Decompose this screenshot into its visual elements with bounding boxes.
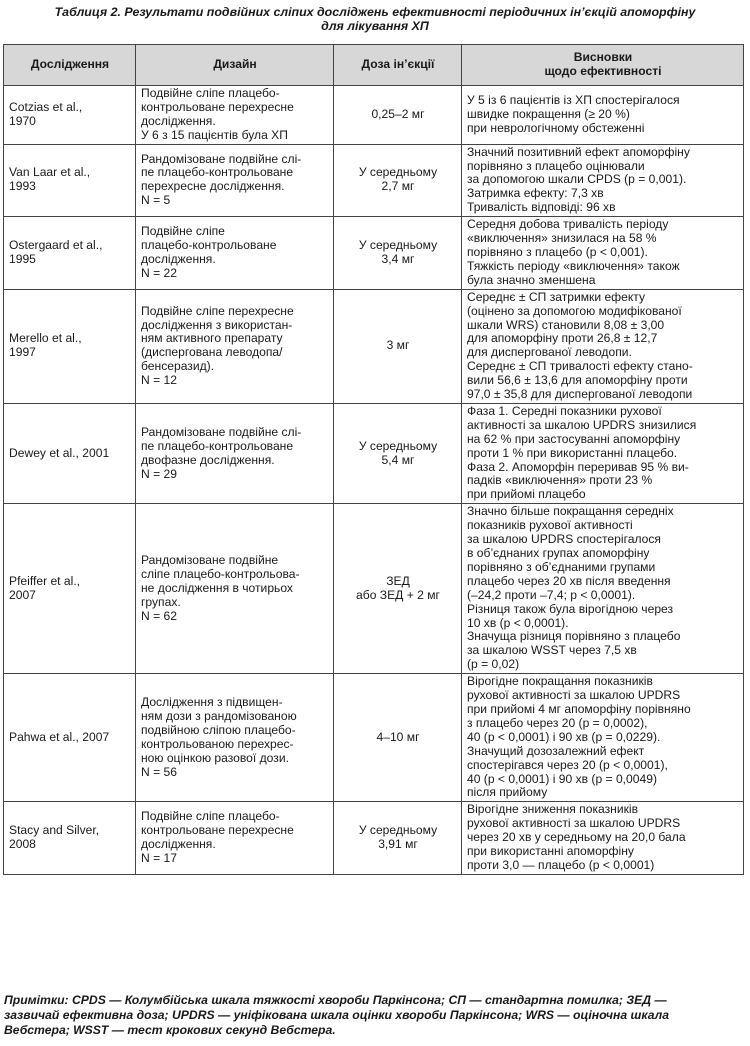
conclusions-cell-line: Значущий дозозалежний ефект <box>467 743 645 758</box>
conclusions-cell-line: Тяжкість періоду «виключення» також <box>467 258 680 273</box>
conclusions-cell-line: Значний позитивний ефект апоморфіну <box>467 144 690 159</box>
design-cell-line: сліпе плацебо-контрольова- <box>141 566 300 581</box>
dose-cell <box>334 86 462 145</box>
design-cell-line: N = 12 <box>141 373 177 388</box>
conclusions-cell-line: Середня добова тривалість періоду <box>467 217 669 232</box>
conclusions-cell-line: Середнє ± СП тривалості ефекту стано- <box>467 359 693 374</box>
design-cell <box>136 674 334 802</box>
table-row <box>4 217 744 290</box>
conclusions-cell-line: при прийомі 4 мг апоморфіну порівняно <box>467 701 691 716</box>
dose-cell-line: 2,7 мг <box>381 179 415 194</box>
design-cell-line: ням дози з рандомізованою <box>141 708 297 723</box>
conclusions-cell-line: спостерігався через 20 (p < 0,0001), <box>467 757 668 772</box>
study-cell-line: 2007 <box>9 587 36 602</box>
conclusions-cell-line: 10 хв (p < 0,0001). <box>467 615 569 630</box>
design-cell-line: Подвійне сліпе перехресне <box>141 303 294 318</box>
conclusions-cell-line: за шкалою UPDRS спостерігалося <box>467 532 661 547</box>
dose-cell-line: 5,4 мг <box>381 452 415 467</box>
conclusions-cell-line: при неврологічному обстеженні <box>467 120 645 135</box>
conclusions-cell-line: «виключення» знизилася на 58 % <box>467 231 657 246</box>
table-row <box>4 802 744 875</box>
design-cell-line: перехресне дослідження. <box>141 179 285 194</box>
study-cell-line: Merello et al., <box>9 331 82 346</box>
caption-line: Таблиця 2. Результати подвійних сліпих досліджень ефективності періодичних ін’єкцій апоморфіну <box>54 5 696 19</box>
notes-line: Вебстера; WSST — тест крокових секунд Вебстера. <box>4 1023 336 1037</box>
conclusions-cell <box>462 802 744 875</box>
conclusions-cell-line: активності за шкалою UPDRS знизилися <box>467 417 697 432</box>
conclusions-cell <box>462 289 744 403</box>
design-cell-line: не дослідження в чотирьох <box>141 580 293 595</box>
conclusions-cell-line: швидке покращення (≥ 20 %) <box>467 106 630 121</box>
study-cell-line: Ostergaard et al., <box>9 238 103 253</box>
conclusions-cell-line: рухової активності за шкалою UPDRS <box>467 688 681 703</box>
design-cell-line: ною оцінкою разової дози. <box>141 750 289 765</box>
study-cell <box>4 802 136 875</box>
study-cell-line: 1993 <box>9 179 36 194</box>
design-cell-line: N = 5 <box>141 193 171 208</box>
conclusions-cell-line: на 62 % при застосуванні апоморфіну <box>467 431 681 446</box>
study-cell-line: Pfeiffer et al., <box>9 573 81 588</box>
conclusions-cell-line: (–24,2 проти –7,4; p < 0,0001). <box>467 587 636 602</box>
notes-line: Примітки: CPDS — Колумбійська шкала тяжкості хвороби Паркінсона; СП — стандартна помилка; ЗЕД — <box>4 993 667 1007</box>
table-row <box>4 403 744 503</box>
conclusions-cell-line: в об’єднаних групах апоморфіну <box>467 546 650 560</box>
design-cell-line: Дослідження з підвищен- <box>141 695 283 710</box>
design-cell <box>136 289 334 403</box>
design-cell-line: дослідження з використан- <box>141 317 293 332</box>
design-cell-line: двофазне дослідження. <box>141 452 275 467</box>
conclusions-cell <box>462 86 744 145</box>
conclusions-cell-line: (оцінено за допомогою модифікованої <box>467 303 682 318</box>
header-study: Дослідження <box>4 45 136 86</box>
design-cell-line: Подвійне сліпе плацебо- <box>141 86 280 100</box>
design-cell-line: групах. <box>141 594 181 609</box>
dose-cell-line: У середньому <box>358 823 438 838</box>
table-row <box>4 674 744 802</box>
conclusions-cell-line: рухової активності за шкалою UPDRS <box>467 816 681 831</box>
conclusions-cell <box>462 674 744 802</box>
design-cell-line: бенсеразид). <box>141 359 215 374</box>
design-cell <box>136 144 334 217</box>
conclusions-cell-line: У 5 із 6 пацієнтів із ХП спостерігалося <box>467 92 680 107</box>
header-dose: Доза ін’єкції <box>334 45 462 86</box>
study-cell <box>4 144 136 217</box>
study-cell <box>4 217 136 290</box>
study-cell-line: Dewey et al., 2001 <box>9 445 110 460</box>
conclusions-cell-line: Значуща різниця порівняно з плацебо <box>467 629 681 644</box>
study-cell-line: 2008 <box>9 837 36 852</box>
dose-cell <box>334 504 462 674</box>
dose-cell <box>334 403 462 503</box>
header-conclusions-line: щодо ефективності <box>544 64 662 78</box>
design-cell-line: контрольоване перехресне <box>141 99 294 114</box>
design-cell-line: дослідження. <box>141 837 216 852</box>
conclusions-cell-line: Різниця також була вірогідною через <box>467 601 674 616</box>
design-cell-line: дослідження. <box>141 251 216 266</box>
study-cell-line: Cotzias et al., <box>9 99 83 114</box>
conclusions-cell <box>462 403 744 503</box>
design-cell-line: Рандомізоване подвійне слі- <box>141 424 302 439</box>
design-cell-line: плацебо-контрольоване <box>141 238 277 253</box>
conclusions-cell-line: 97,0 ± 35,8 для диспергованої леводопи <box>467 387 693 402</box>
caption-line: для лікування ХП <box>321 19 429 33</box>
design-cell-line: Рандомізоване подвійне <box>141 552 279 567</box>
design-cell <box>136 403 334 503</box>
conclusions-cell <box>462 144 744 217</box>
design-cell-line: контрольоване перехресне <box>141 823 294 838</box>
dose-cell-line: 3 мг <box>386 338 410 353</box>
study-cell <box>4 289 136 403</box>
design-cell-line: (диспергована леводопа/ <box>141 345 283 360</box>
study-cell <box>4 86 136 145</box>
conclusions-cell-line: для апоморфіну проти 26,8 ± 12,7 <box>467 331 658 346</box>
study-cell-line: 1970 <box>9 113 36 128</box>
design-cell-line: N = 22 <box>141 265 177 280</box>
design-cell-line: N = 17 <box>141 850 177 865</box>
conclusions-cell-line: вили 56,6 ± 13,6 для апоморфіну проти <box>467 373 688 388</box>
conclusions-cell-line: (p = 0,02) <box>467 657 520 672</box>
study-cell-line: Stacy and Silver, <box>9 823 100 838</box>
conclusions-cell-line: 40 (p < 0,0001) і 90 хв (p = 0,0049) <box>467 771 657 786</box>
study-cell <box>4 403 136 503</box>
dose-cell <box>334 289 462 403</box>
dose-cell-line: 0,25–2 мг <box>371 106 425 121</box>
dose-cell <box>334 144 462 217</box>
conclusions-cell-line: Фаза 1. Середні показники рухової <box>467 403 662 418</box>
study-cell-line: 1995 <box>9 251 36 266</box>
conclusions-cell-line: Вірогідне покращання показників <box>467 674 653 689</box>
dose-cell-line: У середньому <box>358 165 438 180</box>
table-header-row <box>4 45 744 86</box>
conclusions-cell-line: 40 (p < 0,0001) і 90 хв (p = 0,0229). <box>467 729 661 744</box>
dose-cell <box>334 674 462 802</box>
design-cell <box>136 217 334 290</box>
table-row <box>4 86 744 145</box>
design-cell-line: контрольованою перехрес- <box>141 736 294 751</box>
design-cell-line: Подвійне сліпе плацебо- <box>141 809 280 824</box>
dose-cell <box>334 217 462 290</box>
table-row <box>4 289 744 403</box>
dose-cell-line: У середньому <box>358 238 438 253</box>
table-row <box>4 144 744 217</box>
table-row <box>4 504 744 674</box>
conclusions-cell-line: порівняно з плацебо (p < 0,001). <box>467 244 648 259</box>
dose-cell-line: 4–10 мг <box>376 729 420 744</box>
conclusions-cell-line: Значно більше покращання середніх <box>467 504 674 519</box>
dose-cell <box>334 802 462 875</box>
conclusions-cell-line: порівняно з об’єднаними групами <box>467 559 656 574</box>
dose-cell-line: 3,91 мг <box>378 837 418 852</box>
notes-line: зазвичай ефективна доза; UPDRS — уніфікована шкала оцінки хвороби Паркінсона; WRS — оціночна шкала <box>4 1008 669 1022</box>
conclusions-cell-line: шкали WRS) становили 8,08 ± 3,00 <box>467 317 665 332</box>
design-cell <box>136 802 334 875</box>
design-cell-line: Подвійне сліпе <box>141 224 225 239</box>
design-cell-line: У 6 з 15 пацієнтів була ХП <box>141 127 288 142</box>
conclusions-cell-line: за шкалою WSST через 7,5 хв <box>467 643 637 658</box>
conclusions-cell-line: Середнє ± СП затримки ефекту <box>467 289 645 304</box>
design-cell-line: N = 62 <box>141 608 177 623</box>
conclusions-cell-line: Затримка ефекту: 7,3 хв <box>467 186 604 201</box>
study-cell-line: Pahwa et al., 2007 <box>9 729 110 744</box>
conclusions-cell-line: проти 1 % при використанні плацебо. <box>467 445 678 460</box>
conclusions-cell-line: показників рухової активності <box>467 518 633 533</box>
header-design: Дизайн <box>136 45 334 86</box>
study-cell <box>4 674 136 802</box>
dose-cell-line: ЗЕД <box>386 573 410 588</box>
conclusions-cell-line: при використанні апоморфіну <box>467 844 634 859</box>
conclusions-cell-line: через 20 хв у середньому на 20,0 бала <box>467 830 686 845</box>
dose-cell-line: У середньому <box>358 438 438 453</box>
header-conclusions-line: Висновки <box>573 50 633 65</box>
conclusions-cell <box>462 504 744 674</box>
design-cell-line: Рандомізоване подвійне слі- <box>141 151 302 166</box>
conclusions-cell-line: була значно зменшена <box>467 272 596 287</box>
conclusions-cell-line: після прийому <box>467 785 548 800</box>
design-cell-line: пе плацебо-контрольоване <box>141 438 294 453</box>
design-cell-line: пе плацебо-контрольоване <box>141 165 294 180</box>
design-cell-line: ням активного препарату <box>141 331 283 346</box>
conclusions-cell-line: проти 3,0 — плацебо (p < 0,0001) <box>467 857 655 872</box>
conclusions-cell-line: з плацебо через 20 (p = 0,0002), <box>467 715 648 730</box>
design-cell-line: N = 29 <box>141 466 177 481</box>
table-notes <box>4 993 746 1038</box>
study-cell <box>4 504 136 674</box>
header-conclusions <box>462 45 744 86</box>
dose-cell-line: 3,4 мг <box>381 251 415 266</box>
design-cell-line: дослідження. <box>141 113 216 128</box>
conclusions-cell-line: для диспергованої леводопи. <box>467 345 632 360</box>
design-cell-line: N = 56 <box>141 764 177 779</box>
conclusions-cell-line: за допомогою шкали CPDS (p = 0,001). <box>467 172 687 187</box>
design-cell <box>136 504 334 674</box>
conclusions-cell-line: Вірогідне зниження показників <box>467 802 638 817</box>
dose-cell-line: або ЗЕД + 2 мг <box>356 587 440 602</box>
conclusions-cell <box>462 217 744 290</box>
design-cell <box>136 86 334 145</box>
conclusions-cell-line: порівняно з плацебо оцінювали <box>467 158 645 173</box>
results-table <box>3 44 744 875</box>
study-cell-line: 1997 <box>9 345 36 360</box>
conclusions-cell-line: при прийомі плацебо <box>467 487 586 502</box>
design-cell-line: подвійною сліпою плацебо- <box>141 722 296 737</box>
conclusions-cell-line: падків «виключення» проти 23 % <box>467 473 653 488</box>
conclusions-cell-line: плацебо через 20 хв після введення <box>467 573 671 588</box>
conclusions-cell-line: Фаза 2. Апоморфін переривав 95 % ви- <box>467 459 689 474</box>
table-caption <box>4 5 746 33</box>
conclusions-cell-line: Тривалість відповіді: 96 хв <box>467 200 616 215</box>
study-cell-line: Van Laar et al., <box>9 165 91 180</box>
